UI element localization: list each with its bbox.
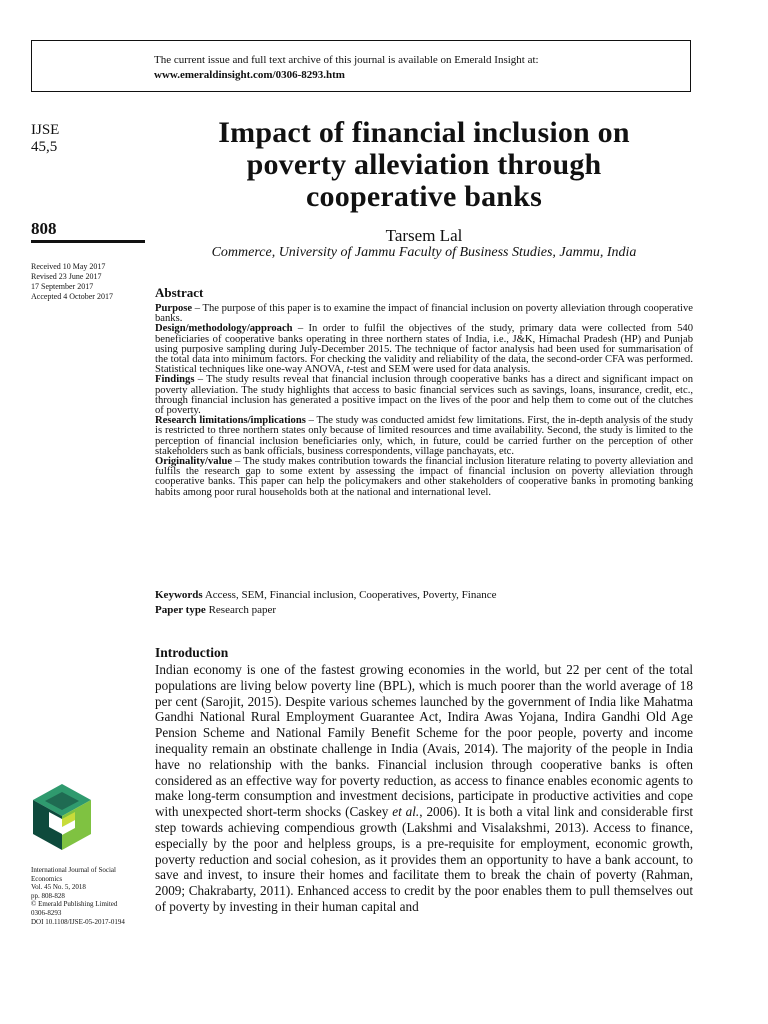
citation-doi: DOI 10.1108/IJSE-05-2017-0194 [31, 917, 125, 926]
journal-banner [31, 40, 691, 92]
introduction-heading: Introduction [155, 645, 229, 660]
emerald-logo-icon [31, 782, 93, 857]
citation-line: Economics [31, 874, 63, 883]
journal-code [31, 122, 147, 156]
banner-url[interactable]: www.emeraldinsight.com/0306-8293.htm [154, 69, 345, 81]
intro-et-al: et al. [392, 804, 420, 820]
purpose-label: Purpose [155, 303, 193, 314]
findings-label: Findings [155, 374, 195, 386]
date-line: Received 10 May 2017 [31, 262, 106, 271]
intro-text-b: , 2006). It is both a vital link and considerable first step towards achieving compendious growth (Lakshmi and Visalakshmi, 2013). Access to finance, especially by the poor and helpless groups, is a pre-requisite for employment, economic growth, poverty reduction and social cohesion, as it provides them an opportunity to have a bank account, to save and invest, to insure their homes and facilitate them to break the chain of poverty (Rahman, 2009; Chakrabarty, 2011). Enhanced access to credit by the poor enables them to pull themselves out of poverty by investing in their human capital and [155, 804, 693, 914]
originality-label: Originality/value [155, 456, 233, 468]
abstract-heading: Abstract [155, 285, 204, 300]
abstract-findings [155, 375, 693, 416]
design-label: Design/methodology/approach [155, 323, 293, 335]
paper-type-text: Research paper [205, 604, 277, 616]
abstract-originality [155, 457, 693, 498]
title-line: Impact of financial inclusion on [218, 116, 630, 149]
citation-line: Vol. 45 No. 5, 2018 [31, 883, 86, 892]
abstract-limitations [155, 416, 693, 457]
design-text: – In order to fulfil the objectives of the study, primary data were collected from 540 beneficiaries of cooperative banks operating in three northern states of India, i.e., J&K, Himachal Pradesh (HP) and Punjab using purposive sampling during July-December 2015. The technique of factor analysis had been used for summarisation of the total data into minimum factors. For checking the validity and reliability of the data, the second-order CFA was performed. Statistical techniques like one-way ANOVA, [155, 323, 693, 376]
abstract-purpose [155, 304, 693, 324]
design-t: t [346, 364, 350, 376]
date-line: Revised 23 June 2017 [31, 272, 102, 281]
findings-text: – The study results reveal that financial inclusion through cooperative banks has a direct and significant impact on poverty alleviation. The study highlights that access to basic financial services such as savings, loans, insurance, credit, etc., through financial inclusion has generated a positive impact on the lives of the poor and help them to come out of the clutches of poverty. [155, 374, 693, 417]
intro-text-a: Indian economy is one of the fastest growing economies in the world, but 22 per cent of the total populations are living below poverty line (BPL), which is much poorer than the world average of 18 per cent (Sarojit, 2015). Despite various schemes launched by the government of India like Mahatma Gandhi National Rural Employment Guarantee Act, Indira Awas Yojana, Indira Gandhi Old Age Pension Scheme and National Family Benefit Scheme for the poor people, poverty and income inequality remain an obstinate challenge in India (Avais, 2014). The majority of the people in India have no relationship with the banks. Financial inclusion through cooperative banks is often considered as an effective way for poverty reduction, as access to finance enables economic agents to make long-term consumption and investment decisions, participate in productive activities and cope with unexpected short-term shocks (Caskey [155, 662, 693, 820]
abstract-section [155, 286, 693, 498]
citation-line: pp. 808-828 [31, 891, 65, 900]
author-affiliation: Commerce, University of Jammu Faculty of Business Studies, Jammu, India [211, 245, 637, 260]
author-name: Tarsem Lal [385, 226, 463, 245]
originality-text: – The study makes contribution towards the financial inclusion literature relating to poverty alleviation and fulfils the research gap to some extent by assessing the impact of financial inclusion on poverty alleviation through cooperative banks. This paper can help the policymakers and other stakeholders of cooperative banks in promoting banking habits among poor rural households both at the national and international level. [155, 456, 693, 498]
banner-text: The current issue and full text archive of this journal is available on Emerald Insight at: [154, 54, 539, 66]
keywords [155, 589, 693, 601]
abstract-design [155, 324, 693, 375]
title-line: poverty alleviation through [246, 148, 602, 181]
paper-title [155, 117, 693, 213]
paper-type-label: Paper type [155, 604, 206, 616]
keywords-text: Access, SEM, Financial inclusion, Cooperatives, Poverty, Finance [202, 589, 497, 601]
limitations-label: Research limitations/implications [155, 415, 306, 427]
introduction-text [155, 662, 693, 915]
sidebar-rule [31, 240, 145, 243]
citation-block [31, 866, 147, 926]
journal-abbrev: IJSE [31, 122, 60, 138]
limitations-text: – The study was conducted amidst few limitations. First, the in-depth analysis of the study is restricted to three northern states only because of limited resources and time availability. Second, the study is limited to the perception of financial inclusion beneficiaries only, which, in future, could be carried further on the perception of other stakeholders such as bank officials, business correspondents, village panchayats, etc. [155, 415, 693, 457]
title-line: cooperative banks [306, 180, 542, 213]
purpose-text: – The purpose of this paper is to examine the impact of financial inclusion on poverty alleviation through cooperative banks. [155, 303, 693, 325]
date-line: Accepted 4 October 2017 [31, 292, 113, 301]
received-dates [31, 262, 147, 302]
page-number: 808 [31, 219, 57, 238]
journal-volume: 45,5 [31, 139, 58, 155]
date-line: 17 September 2017 [31, 282, 94, 291]
citation-line: International Journal of Social [31, 866, 116, 874]
paper-type [155, 604, 693, 616]
citation-line: 0306-8293 [31, 908, 62, 917]
keywords-label: Keywords [155, 589, 203, 601]
citation-line: © Emerald Publishing Limited [31, 900, 118, 909]
design-text-end: -test and SEM were used for data analysis. [349, 364, 531, 376]
